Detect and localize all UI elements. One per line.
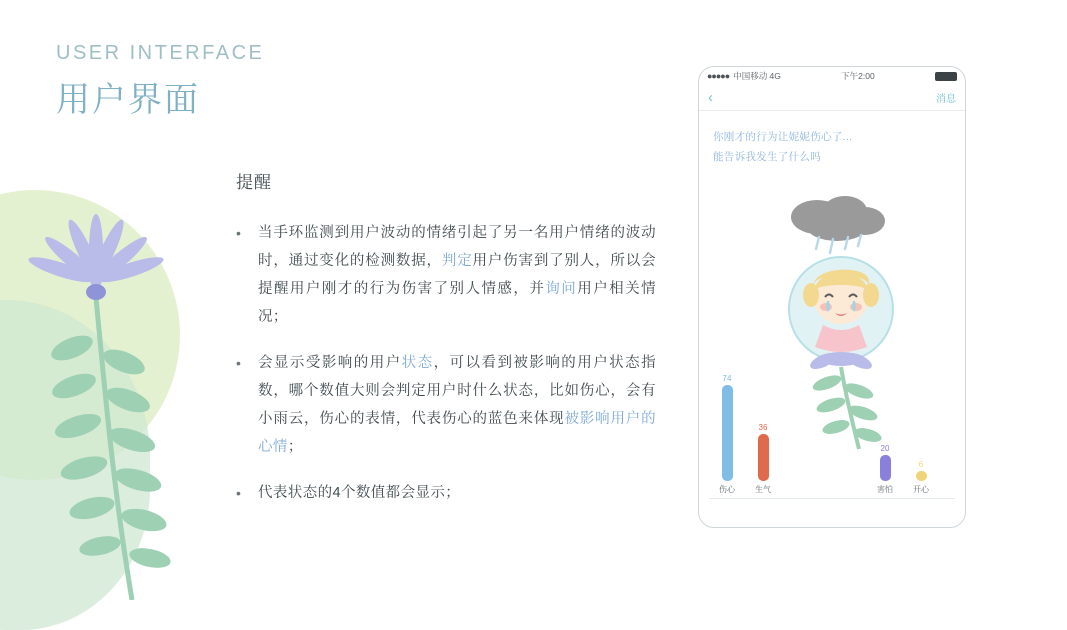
illustration-scene [699,167,965,507]
chat-area [699,111,965,167]
bullet-marker: • [236,225,241,241]
bar-label: 伤心 [719,485,735,494]
phone-bottom-divider [709,498,955,499]
bar-value: 20 [880,444,890,453]
bullet-span-highlight: 被影响用户的心情 [258,411,657,455]
bar-label: 生气 [755,485,771,494]
bar-value: 6 [918,460,924,469]
bar-label: 开心 [913,485,929,494]
rain-cloud-icon [791,196,885,241]
bullet-span-highlight: 询问 [545,281,578,297]
bar-value: 74 [722,374,732,383]
bullet-marker: • [236,355,241,371]
bullet-span-highlight: 判定 [441,253,473,269]
emotion-bar-chart [699,365,965,495]
list-item [236,219,656,331]
battery-full-icon [935,72,957,81]
bullet-span-highlight: 状态 [401,355,434,371]
list-item [236,349,656,461]
bar-group [907,460,935,495]
chat-message: 能告诉我发生了什么吗 [713,151,821,163]
bullet-span: ，可以看到被影响的用户状态指数，哪个数值大则会判定用户时什么状态，比如伤心，会有小雨云，伤心的表情，代表伤心的蓝色来体现 [258,355,656,427]
bar-label: 害怕 [877,485,893,494]
nav-right-label[interactable]: 消息 [936,94,956,105]
bullet-text [258,219,656,331]
carrier-label: 中国移动 4G [733,71,781,81]
chat-message: 你刚才的行为让妮妮伤心了... [713,131,853,143]
copy-block [236,168,656,525]
bar-group [749,423,777,495]
bullet-span: 当手环监测到用户波动的情绪引起了另一名用户情绪的波动时，通过变化的检测数据， [258,225,656,269]
page-title: 用户界面 [56,81,200,119]
nav-bar [699,85,965,111]
bar-rect [758,434,769,481]
chevron-left-icon[interactable]: ‹ [708,89,713,106]
status-bar [699,67,965,85]
bar-group [871,444,899,495]
bullet-span: 代表状态的4个数值都会显示； [258,485,461,501]
bar-value: 36 [758,423,768,432]
bar-group [713,374,741,495]
bullet-text [258,349,656,461]
copy-heading: 提醒 [236,173,272,192]
bullet-marker: • [236,485,241,501]
bullet-span: 用户相关情况； [258,281,656,325]
bar-rect [916,471,927,481]
bullet-span: 用户伤害到了别人，所以会提醒用户刚才的行为伤害了别人情感，并 [258,253,656,297]
bar-rect [722,385,733,481]
phone-mockup [698,66,966,528]
slide-kicker: USER INTERFACE [56,42,265,64]
list-item [236,479,656,507]
flower-illustration-left [0,180,210,600]
signal-dots-icon: ●●●●● [707,71,730,81]
bar-rect [880,455,891,481]
bullet-span: 会显示受影响的用户 [258,355,402,371]
bullet-span: ； [287,439,303,455]
clock-label: 下午2:00 [841,71,875,81]
bullet-text [258,479,656,507]
